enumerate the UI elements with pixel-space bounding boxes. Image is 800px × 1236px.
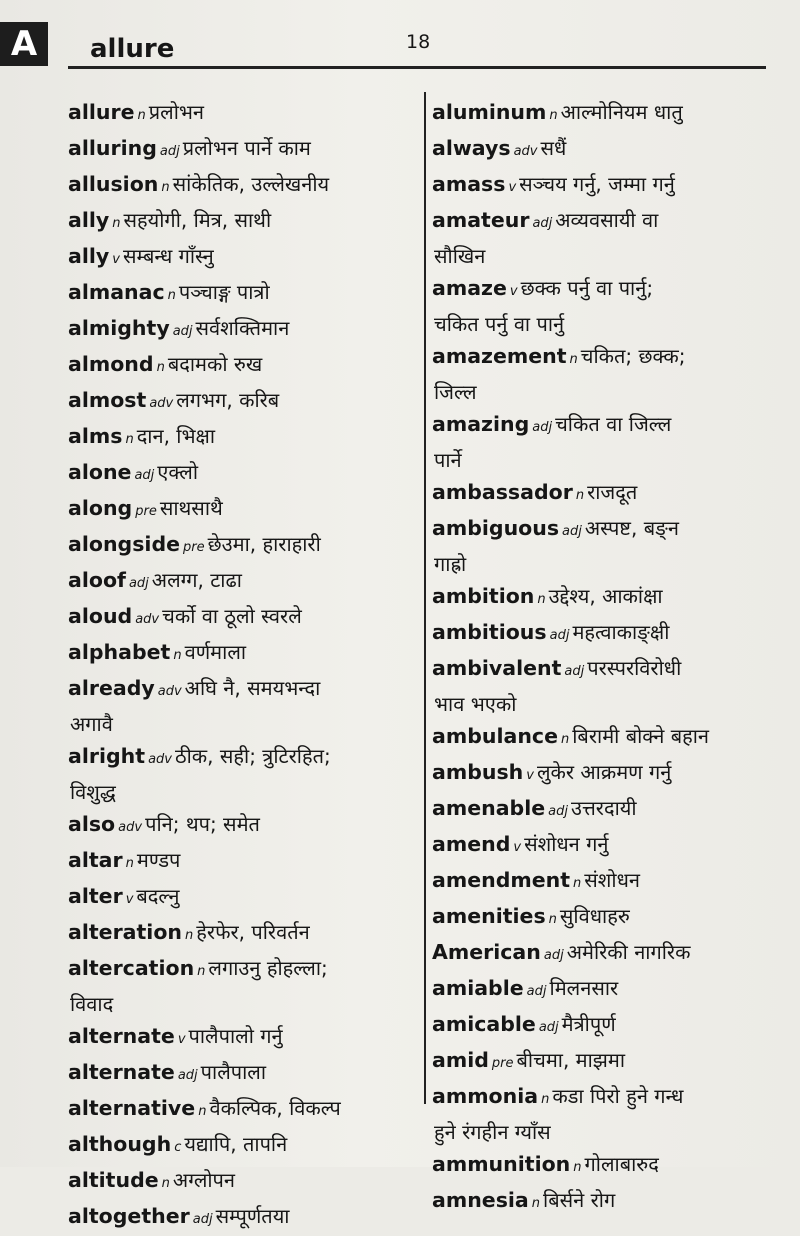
part-of-speech: adj: [562, 524, 582, 539]
headword: already: [68, 676, 155, 700]
dictionary-entry: [432, 756, 772, 792]
section-letter-tab: A: [0, 22, 48, 66]
definition: सम्पूर्णतया: [215, 1204, 290, 1228]
headword: always: [432, 136, 511, 160]
headword: also: [68, 812, 116, 836]
definition: बीचमा, माझमा: [516, 1048, 626, 1072]
definition: मैत्रीपूर्ण: [561, 1012, 616, 1036]
headword: aluminum: [432, 100, 547, 124]
definition: सञ्चय गर्नु, जम्मा गर्नु: [519, 172, 675, 196]
part-of-speech: adj: [159, 144, 180, 159]
dictionary-entry: [432, 204, 772, 272]
definition: उद्देश्य, आकांक्षा: [548, 584, 663, 608]
headword: allure: [68, 100, 135, 124]
headword: alms: [68, 424, 123, 448]
headword: alter: [68, 884, 123, 908]
part-of-speech: n: [173, 648, 182, 663]
headword: amid: [432, 1048, 489, 1072]
part-of-speech: adj: [177, 1068, 198, 1083]
part-of-speech: n: [560, 732, 570, 747]
definition: लगभग, करिब: [176, 388, 280, 412]
headword: amazing: [432, 412, 530, 436]
definition-continuation: जिल्ल: [434, 380, 477, 404]
part-of-speech: pre: [491, 1056, 514, 1071]
headword: allusion: [68, 172, 159, 196]
dictionary-entry: [432, 720, 772, 756]
dictionary-entry: [68, 740, 418, 808]
part-of-speech: adv: [157, 684, 182, 699]
definition-continuation: भाव भएको: [434, 692, 517, 716]
headword: along: [68, 496, 133, 520]
definition: वैकल्पिक, विकल्प: [209, 1096, 341, 1120]
part-of-speech: n: [531, 1196, 541, 1211]
part-of-speech: adj: [526, 984, 547, 999]
definition: संशोधन: [584, 868, 640, 892]
part-of-speech: n: [125, 432, 134, 447]
headword: amicable: [432, 1012, 536, 1036]
header-rule: [68, 66, 766, 69]
definition: प्रलोभन: [148, 100, 205, 124]
part-of-speech: n: [548, 912, 557, 927]
definition: सांकेतिक, उल्लेखनीय: [172, 172, 330, 196]
definition: अलग्ग, टाढा: [151, 568, 242, 592]
definition: चकित; छक्क;: [580, 344, 686, 368]
part-of-speech: adv: [513, 144, 538, 159]
headword: aloud: [68, 604, 133, 628]
dictionary-entry: [68, 132, 418, 168]
definition: राजदूत: [587, 480, 638, 504]
dictionary-entry: [68, 240, 418, 276]
part-of-speech: adj: [134, 468, 155, 483]
part-of-speech: n: [198, 1104, 207, 1119]
part-of-speech: n: [167, 288, 176, 303]
dictionary-entry: [68, 492, 418, 528]
definition: पालैपालो गर्नु: [188, 1024, 283, 1048]
headword: ambulance: [432, 724, 558, 748]
dictionary-entry: [432, 272, 772, 340]
dictionary-entry: [432, 828, 772, 864]
part-of-speech: adj: [128, 576, 149, 591]
definition: बिर्सने रोग: [543, 1188, 616, 1212]
part-of-speech: n: [575, 488, 585, 503]
headword: alteration: [68, 920, 183, 944]
headword: although: [68, 1132, 172, 1156]
headword: altar: [68, 848, 123, 872]
part-of-speech: v: [125, 892, 134, 907]
definition: सहयोगी, मित्र, साथी: [123, 208, 272, 232]
dictionary-entry: [68, 564, 418, 600]
left-column: [68, 96, 418, 1236]
definition: लगाउनु होहल्ला;: [208, 956, 328, 980]
headword: aloof: [68, 568, 126, 592]
dictionary-entry: [68, 844, 418, 880]
definition: हेरफेर, परिवर्तन: [196, 920, 310, 944]
part-of-speech: v: [509, 284, 518, 299]
part-of-speech: n: [197, 964, 206, 979]
part-of-speech: adj: [538, 1020, 559, 1035]
dictionary-entry: [68, 168, 418, 204]
definition: दान, भिक्षा: [136, 424, 216, 448]
dictionary-entry: [432, 936, 772, 972]
definition: अव्यवसायी वा: [555, 208, 659, 232]
headword: ally: [68, 244, 110, 268]
dictionary-entry: [68, 204, 418, 240]
right-column: [432, 96, 772, 1220]
part-of-speech: adj: [549, 628, 570, 643]
definition-continuation: विवाद: [70, 992, 114, 1016]
dictionary-entry: [68, 1128, 418, 1164]
dictionary-entry: [432, 340, 772, 408]
headword: amateur: [432, 208, 530, 232]
headword: altercation: [68, 956, 195, 980]
dictionary-entry: [432, 1044, 772, 1080]
part-of-speech: n: [137, 108, 146, 123]
definition: सधैं: [540, 136, 567, 160]
headword: amend: [432, 832, 511, 856]
dictionary-entry: [68, 916, 418, 952]
definition-continuation: हुने रंगहीन ग्याँस: [434, 1120, 551, 1144]
definition: लुकेर आक्रमण गर्नु: [536, 760, 672, 784]
part-of-speech: v: [513, 840, 522, 855]
definition: संशोधन गर्नु: [524, 832, 609, 856]
dictionary-entry: [68, 1164, 418, 1200]
definition: चर्को वा ठूलो स्वरले: [162, 604, 302, 628]
dictionary-entry: [68, 276, 418, 312]
part-of-speech: n: [185, 928, 194, 943]
definition: मण्डप: [136, 848, 181, 872]
part-of-speech: adj: [192, 1212, 213, 1227]
dictionary-entry: [432, 1184, 772, 1220]
page-number: 18: [406, 31, 431, 53]
dictionary-entry: [432, 900, 772, 936]
definition: प्रलोभन पार्ने काम: [182, 136, 311, 160]
definition: सर्वशक्तिमान: [195, 316, 290, 340]
headword: American: [432, 940, 541, 964]
dictionary-entry: [68, 672, 418, 740]
dictionary-entry: [68, 880, 418, 916]
part-of-speech: n: [161, 180, 170, 195]
part-of-speech: n: [112, 216, 121, 231]
dictionary-entry: [68, 1056, 418, 1092]
column-divider: [424, 92, 426, 1104]
headword: alternate: [68, 1024, 175, 1048]
definition-continuation: गाह्रो: [434, 552, 467, 576]
definition-continuation: अगावै: [70, 712, 113, 736]
dictionary-entry: [68, 1092, 418, 1128]
part-of-speech: adv: [118, 820, 143, 835]
definition: वर्णमाला: [184, 640, 247, 664]
part-of-speech: adj: [564, 664, 585, 679]
headword: ambitious: [432, 620, 547, 644]
headword: alluring: [68, 136, 157, 160]
part-of-speech: n: [573, 876, 582, 891]
definition-continuation: विशुद्ध: [70, 780, 116, 804]
definition: पालैपाला: [200, 1060, 267, 1084]
headword: alright: [68, 744, 146, 768]
headword: ambassador: [432, 480, 573, 504]
dictionary-entry: [68, 348, 418, 384]
headword: amiable: [432, 976, 524, 1000]
dictionary-entry: [432, 168, 772, 204]
definition: पनि; थप; समेत: [145, 812, 260, 836]
headword: alone: [68, 460, 132, 484]
definition: अग्लोपन: [172, 1168, 236, 1192]
part-of-speech: n: [156, 360, 165, 375]
dictionary-entry: [68, 312, 418, 348]
part-of-speech: adj: [548, 804, 568, 819]
definition: साथसाथै: [159, 496, 223, 520]
headword: altitude: [68, 1168, 159, 1192]
dictionary-entry: [68, 420, 418, 456]
headword: alternate: [68, 1060, 175, 1084]
definition: बिरामी बोक्ने बहान: [572, 724, 710, 748]
dictionary-entry: [432, 792, 772, 828]
dictionary-entry: [68, 600, 418, 636]
definition: मिलनसार: [549, 976, 619, 1000]
headword: amaze: [432, 276, 507, 300]
dictionary-entry: [68, 636, 418, 672]
dictionary-entry: [68, 384, 418, 420]
part-of-speech: v: [526, 768, 534, 783]
definition: कडा पिरो हुने गन्ध: [552, 1084, 684, 1108]
headword: amazement: [432, 344, 567, 368]
definition: ठीक, सही; त्रुटिरहित;: [175, 744, 331, 768]
part-of-speech: pre: [183, 540, 205, 555]
definition-continuation: चकित पर्नु वा पार्नु: [434, 312, 565, 336]
headword: alphabet: [68, 640, 171, 664]
part-of-speech: adv: [148, 752, 172, 767]
definition: आल्मोनियम धातु: [560, 100, 683, 124]
headword: ambivalent: [432, 656, 562, 680]
headword: amenable: [432, 796, 546, 820]
dictionary-entry: [68, 456, 418, 492]
dictionary-entry: [68, 96, 418, 132]
part-of-speech: adj: [532, 420, 553, 435]
headword: ally: [68, 208, 110, 232]
headword: amnesia: [432, 1188, 529, 1212]
dictionary-entry: [68, 808, 418, 844]
headword: ambush: [432, 760, 524, 784]
dictionary-entry: [432, 476, 772, 512]
part-of-speech: n: [161, 1176, 170, 1191]
definition: बदल्नु: [136, 884, 180, 908]
definition: बदामको रुख: [167, 352, 263, 376]
dictionary-entry: [432, 972, 772, 1008]
headword: amass: [432, 172, 506, 196]
definition: पञ्चाङ्ग पात्रो: [178, 280, 270, 304]
dictionary-entry: [432, 1148, 772, 1184]
headword: ammonia: [432, 1084, 539, 1108]
definition: छेउमा, हाराहारी: [207, 532, 321, 556]
headword: ambition: [432, 584, 535, 608]
part-of-speech: adj: [543, 948, 564, 963]
headword: alongside: [68, 532, 181, 556]
part-of-speech: adv: [149, 396, 174, 411]
headword: alternative: [68, 1096, 196, 1120]
dictionary-entry: [432, 96, 772, 132]
part-of-speech: n: [549, 108, 558, 123]
headword: ambiguous: [432, 516, 560, 540]
headword: almost: [68, 388, 147, 412]
headword: amenities: [432, 904, 546, 928]
headword: amendment: [432, 868, 571, 892]
guide-word: allure: [90, 34, 175, 64]
dictionary-entry: [432, 408, 772, 476]
dictionary-entry: [432, 864, 772, 900]
part-of-speech: v: [112, 252, 120, 267]
headword: almond: [68, 352, 154, 376]
part-of-speech: adj: [532, 216, 553, 231]
part-of-speech: c: [174, 1140, 182, 1155]
dictionary-entry: [432, 616, 772, 652]
part-of-speech: pre: [135, 504, 157, 519]
definition: चकित वा जिल्ल: [555, 412, 672, 436]
part-of-speech: n: [541, 1092, 550, 1107]
definition: छक्क पर्नु वा पार्नु;: [520, 276, 654, 300]
dictionary-entry: [68, 1200, 418, 1236]
headword: almanac: [68, 280, 165, 304]
part-of-speech: adj: [172, 324, 193, 339]
definition-continuation: पार्ने: [434, 448, 462, 472]
definition: गोलाबारुद: [584, 1152, 659, 1176]
dictionary-entry: [432, 132, 772, 168]
definition: परस्परविरोधी: [587, 656, 682, 680]
dictionary-entry: [432, 1080, 772, 1148]
part-of-speech: n: [569, 352, 578, 367]
headword: almighty: [68, 316, 170, 340]
part-of-speech: n: [537, 592, 546, 607]
dictionary-entry: [432, 580, 772, 616]
headword: ammunition: [432, 1152, 571, 1176]
part-of-speech: v: [508, 180, 517, 195]
part-of-speech: v: [177, 1032, 186, 1047]
dictionary-entry: [432, 1008, 772, 1044]
part-of-speech: n: [125, 856, 134, 871]
dictionary-entry: [68, 1020, 418, 1056]
definition: सुविधाहरु: [559, 904, 630, 928]
part-of-speech: n: [573, 1160, 582, 1175]
definition: अस्पष्ट, बङ्न: [584, 516, 679, 540]
dictionary-entry: [68, 528, 418, 564]
dictionary-entry: [432, 652, 772, 720]
definition: सम्बन्ध गाँस्नु: [122, 244, 214, 268]
headword: altogether: [68, 1204, 190, 1228]
definition-continuation: सौखिन: [434, 244, 486, 268]
definition: एक्लो: [157, 460, 198, 484]
definition: अमेरिकी नागरिक: [566, 940, 691, 964]
definition: अघि नै, समयभन्दा: [184, 676, 321, 700]
part-of-speech: adv: [135, 612, 160, 627]
definition: उत्तरदायी: [570, 796, 637, 820]
definition: यद्यापि, तापनि: [184, 1132, 288, 1156]
dictionary-entry: [68, 952, 418, 1020]
dictionary-entry: [432, 512, 772, 580]
definition: महत्वाकाङ्क्षी: [572, 620, 670, 644]
